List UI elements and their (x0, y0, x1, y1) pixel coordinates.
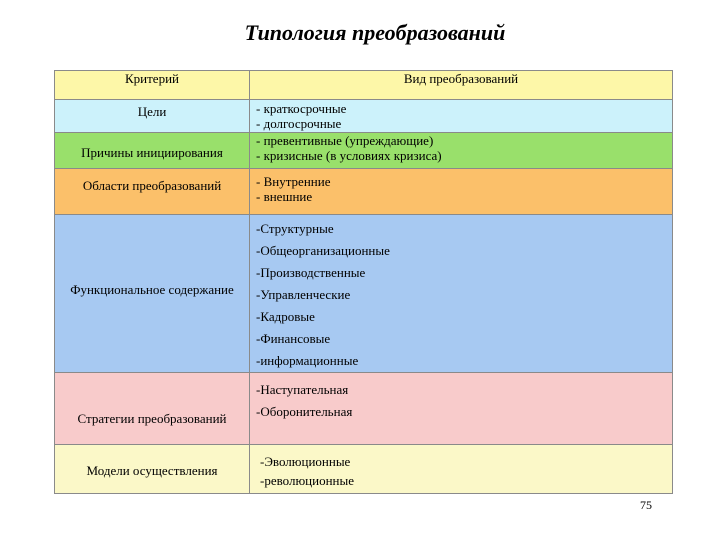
type-item: - кризисные (в условиях кризиса) (256, 148, 442, 163)
criterion-cell (55, 133, 250, 169)
types-cell (250, 169, 673, 215)
criterion-text: Области преобразований (82, 178, 222, 193)
types-cell (250, 445, 673, 494)
types-cell (250, 215, 673, 373)
type-item: - превентивные (упреждающие) (256, 133, 434, 148)
type-item: -Эволюционные (260, 454, 351, 469)
types-cell (250, 133, 673, 169)
type-item: -Управленческие (256, 287, 351, 302)
criterion-cell (55, 215, 250, 373)
type-item: -Производственные (256, 265, 366, 280)
criterion-text: Цели (137, 104, 167, 119)
type-item: -Наступательная (256, 382, 349, 397)
type-item: - краткосрочные (256, 101, 347, 116)
criterion-cell (55, 445, 250, 494)
type-item: -Структурные (256, 221, 334, 236)
criterion-cell (55, 100, 250, 133)
type-item: -Оборонительная (256, 404, 353, 419)
page-number: 75 (640, 498, 652, 512)
type-item: -Общеорганизационные (256, 243, 390, 258)
criterion-text: Функциональное содержание (70, 282, 234, 297)
header-criterion: Критерий (55, 71, 250, 100)
criterion-text: Модели осуществления (86, 463, 218, 478)
table-row-strategies (55, 373, 673, 445)
type-item: - Внутренние (256, 174, 331, 189)
table-row-reasons (55, 133, 673, 169)
types-cell (250, 373, 673, 445)
type-item: -Кадровые (256, 309, 315, 324)
typology-table (54, 70, 673, 494)
criterion-text: Причины инициирования (81, 145, 223, 160)
table-row-goals (55, 100, 673, 133)
slide-title: Типология преобразований (244, 20, 506, 45)
types-cell (250, 100, 673, 133)
criterion-cell (55, 169, 250, 215)
criterion-cell (55, 373, 250, 445)
type-item: - долгосрочные (256, 116, 342, 131)
type-item: -информационные (256, 353, 359, 368)
table-row-areas (55, 169, 673, 215)
criterion-text: Стратегии преобразований (77, 411, 227, 426)
type-item: -революционные (260, 473, 355, 488)
type-item: - внешние (256, 189, 313, 204)
header-types: Вид преобразований (250, 71, 673, 100)
table-row-models (55, 445, 673, 494)
type-item: -Финансовые (256, 331, 331, 346)
table-header-row (55, 71, 673, 100)
table-row-functional (55, 215, 673, 373)
